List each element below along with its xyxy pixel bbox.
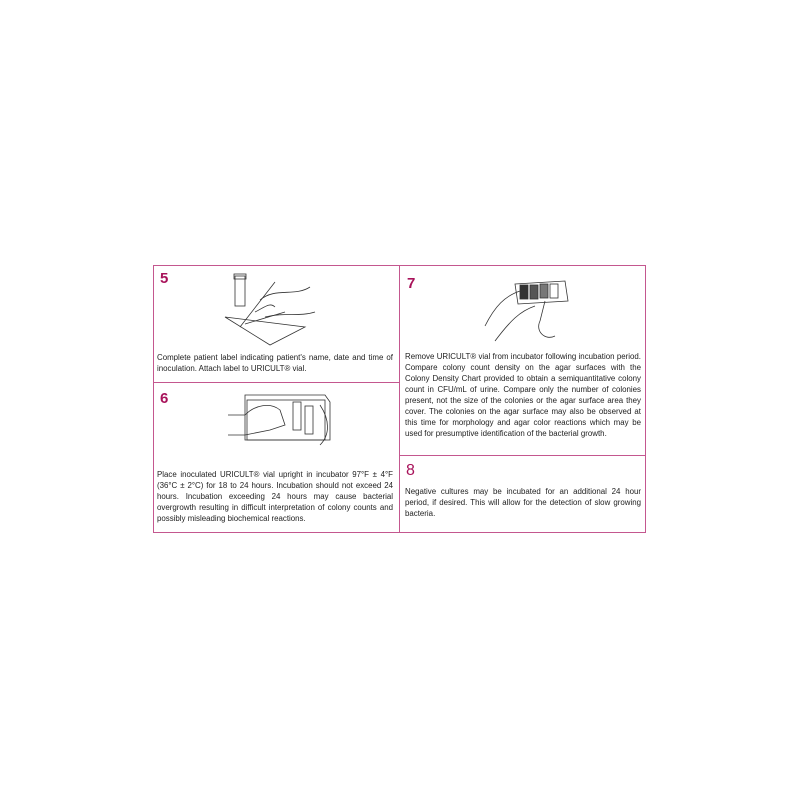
- column-divider: [399, 265, 400, 533]
- step-text: Place inoculated URICULT® vial upright in incubator 97°F ± 4°F (36°C ± 2°C) for 18 to 24 hours. Incubation should not exceed 24 hours. Incubation exceeding 24 hours may cause bacterial overgrowth resulting in difficult interpretation of colony counts and possibly misleading biochemical reactions.: [157, 470, 393, 523]
- hand-writing-label-icon: [215, 272, 325, 347]
- step-number: 5: [160, 270, 169, 287]
- step-number: 7: [407, 275, 416, 292]
- row-divider-right: [399, 455, 646, 456]
- step-text: Remove URICULT® vial from incubator following incubation period. Compare colony count density on the agar surfaces with the Colony Density Chart provided to obtain a semiquantitative colony count in CFU/mL of urine. Compare only the number of colonies present, not the size of the colonies or the agar surface area they cover. The colonies on the agar surface may also be observed at this time for morphology and agar color reactions which may be used for presumptive identification of the bacterial growth.: [405, 352, 641, 438]
- density-chart-comparison-icon: [480, 276, 575, 344]
- step-number: 6: [160, 390, 169, 407]
- row-divider-left: [153, 382, 399, 383]
- step-text: Negative cultures may be incubated for an additional 24 hour period, if desired. This will allow for the detection of slow growing bacteria.: [405, 487, 641, 518]
- step-text: Complete patient label indicating patient's name, date and time of inoculation. Attach label to URICULT® vial.: [157, 353, 393, 373]
- incubator-icon: [225, 390, 335, 450]
- step-number: 8: [406, 462, 415, 479]
